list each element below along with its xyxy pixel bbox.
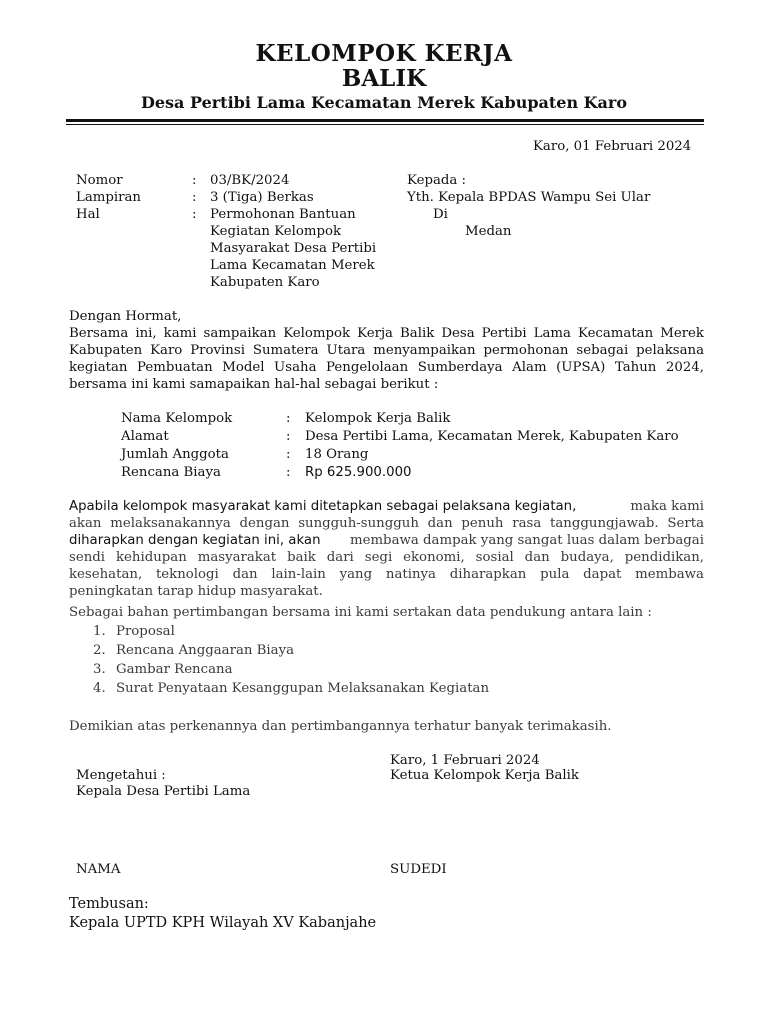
opening-line: bersama ini kami samapaikan hal-hal sebagai berikut : — [69, 377, 439, 392]
letterhead-subtitle: BALIK — [341, 65, 427, 92]
salutation: Dengan Hormat, — [69, 309, 182, 324]
body-line: sendi kehidupan masyarakat baik dari segi ekonomi, sosial dan budaya, pendidikan, — [69, 550, 704, 565]
nomor-label: Nomor — [76, 173, 123, 188]
letterhead-rule-thin — [66, 124, 704, 125]
letterhead-title: KELOMPOK KERJA — [255, 40, 513, 67]
opening-line: Kabupaten Karo Provinsi Sumatera Utara menyampaikan permohonan sebagai pelaksana — [69, 343, 704, 358]
body-text: membawa dampak yang sangat luas dalam berbagai — [349, 533, 704, 548]
detail-value: Rp 625.900.000 — [305, 465, 412, 480]
detail-value: Desa Pertibi Lama, Kecamatan Merek, Kabupaten Karo — [305, 429, 679, 444]
hal-line: Permohonan Bantuan — [210, 207, 356, 222]
lampiran-label: Lampiran — [76, 190, 141, 205]
sign-right-title: Ketua Kelompok Kerja Balik — [390, 768, 579, 783]
body-line — [69, 498, 704, 515]
hal-label: Hal — [76, 207, 100, 222]
sign-left-title: Kepala Desa Pertibi Lama — [76, 784, 251, 799]
colon: : — [192, 190, 197, 205]
lampiran-value: 3 (Tiga) Berkas — [210, 190, 314, 205]
detail-value: Kelompok Kerja Balik — [305, 411, 451, 426]
hal-line: Kabupaten Karo — [210, 275, 320, 290]
list-item: Proposal — [116, 624, 175, 639]
body-text: maka kami — [630, 499, 704, 514]
opening-line: kegiatan Pembuatan Model Usaha Pengelolaan Sumberdaya Alam (UPSA) Tahun 2024, — [69, 360, 704, 375]
sign-right-name: SUDEDI — [390, 862, 447, 877]
body-line — [69, 532, 704, 549]
colon: : — [192, 173, 197, 188]
cc-label: Tembusan: — [69, 896, 149, 912]
list-number: 3. — [93, 662, 106, 677]
list-number: 4. — [93, 681, 106, 696]
kepada-label: Kepada : — [407, 173, 467, 188]
detail-label: Rencana Biaya — [121, 465, 221, 480]
hal-line: Lama Kecamatan Merek — [210, 258, 375, 273]
letter-date: Karo, 01 Februari 2024 — [533, 139, 692, 154]
sign-date: Karo, 1 Februari 2024 — [390, 753, 540, 768]
detail-label: Alamat — [121, 429, 169, 444]
recipient-di: Di — [433, 207, 448, 222]
colon: : — [286, 429, 291, 444]
colon: : — [286, 447, 291, 462]
body-text: Apabila kelompok masyarakat kami ditetapkan sebagai pelaksana kegiatan, — [69, 499, 577, 514]
opening-line: Bersama ini, kami sampaikan Kelompok Kerja Balik Desa Pertibi Lama Kecamatan Merek — [69, 326, 704, 341]
detail-label: Jumlah Anggota — [121, 447, 229, 462]
nomor-value: 03/BK/2024 — [210, 173, 290, 188]
hal-line: Kegiatan Kelompok — [210, 224, 342, 239]
list-number: 1. — [93, 624, 106, 639]
sign-left-name: NAMA — [76, 862, 121, 877]
detail-value: 18 Orang — [305, 447, 369, 462]
body-line: Sebagai bahan pertimbangan bersama ini kami sertakan data pendukung antara lain : — [69, 605, 652, 620]
recipient-city: Medan — [465, 224, 512, 239]
hal-line: Masyarakat Desa Pertibi — [210, 241, 377, 256]
body-line: akan melaksanakannya dengan sungguh-sungguh dan penuh rasa tanggungjawab. Serta — [69, 516, 704, 531]
cc-recipient: Kepala UPTD KPH Wilayah XV Kabanjahe — [69, 915, 377, 931]
list-item: Surat Penyataan Kesanggupan Melaksanakan Kegiatan — [116, 681, 490, 696]
colon: : — [192, 207, 197, 222]
colon: : — [286, 411, 291, 426]
list-item: Rencana Anggaaran Biaya — [116, 643, 295, 658]
colon: : — [286, 465, 291, 480]
sign-left-label: Mengetahui : — [76, 768, 166, 783]
recipient-name: Yth. Kepala BPDAS Wampu Sei Ular — [407, 190, 651, 205]
detail-label: Nama Kelompok — [121, 411, 233, 426]
body-line: kesehatan, teknologi dan lain-lain yang natinya diharapkan pula dapat membawa — [69, 567, 704, 582]
letterhead-address: Desa Pertibi Lama Kecamatan Merek Kabupaten Karo — [140, 93, 628, 112]
closing-text: Demikian atas perkenannya dan pertimbangannya terhatur banyak terimakasih. — [69, 719, 612, 734]
body-line: peningkatan tarap hidup masyarakat. — [69, 584, 323, 599]
letterhead-rule-thick — [66, 119, 704, 122]
body-text: diharapkan dengan kegiatan ini, akan — [69, 533, 321, 548]
list-item: Gambar Rencana — [116, 662, 233, 677]
list-number: 2. — [93, 643, 106, 658]
